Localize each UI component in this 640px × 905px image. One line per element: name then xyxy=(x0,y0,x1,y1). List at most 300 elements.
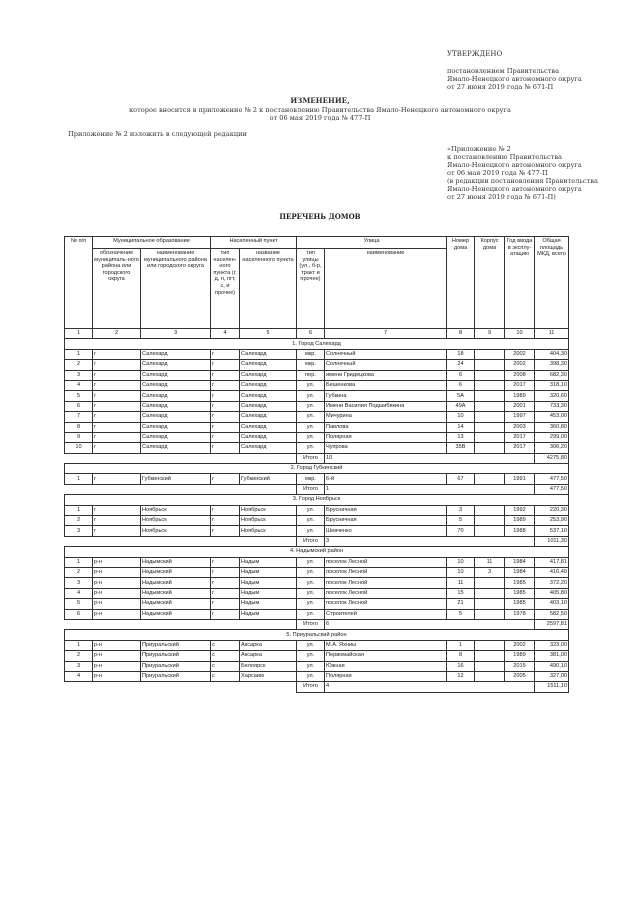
header-np-name: название населенного пункта xyxy=(240,249,297,329)
column-number: 8 xyxy=(447,329,475,339)
cell-area: 360,80 xyxy=(535,422,569,432)
section-title: 3. Город Ноябрьск xyxy=(65,495,569,505)
cell-mo-name: Салехард xyxy=(141,370,211,380)
appendix-line: (в редакции постановления Правительства xyxy=(447,177,598,185)
cell-mo-name: Салехард xyxy=(141,432,211,442)
cell-np-name: Ноябрьск xyxy=(240,526,297,536)
cell-mo-type: р-н xyxy=(93,661,141,671)
cell-st-name: поселок Лесной xyxy=(325,599,447,609)
cell-num: 9 xyxy=(65,432,93,442)
cell-area: 372,20 xyxy=(535,578,569,588)
cell-np-type: г xyxy=(211,443,240,453)
cell-area: 537,10 xyxy=(535,526,569,536)
section-title: 4. Надымский район xyxy=(65,547,569,557)
table-row xyxy=(65,588,569,598)
cell-house: 18 xyxy=(447,349,475,359)
cell-st-name: Полярная xyxy=(325,671,447,681)
cell-house: 5 xyxy=(447,609,475,619)
cell-st-type: ул. xyxy=(297,557,325,567)
cell-korpus xyxy=(475,432,505,442)
appendix-line: от 27 июня 2019 года № 671-П) xyxy=(447,193,556,201)
cell-mo-type: г xyxy=(93,370,141,380)
cell-house: 16 xyxy=(447,661,475,671)
cell-mo-type: г xyxy=(93,391,141,401)
cell-area: 253,90 xyxy=(535,516,569,526)
cell-st-type: ул. xyxy=(297,391,325,401)
header-street: Улица xyxy=(297,237,447,249)
header-mo: Муниципальное образование xyxy=(93,237,211,249)
cell-area: 404,30 xyxy=(535,349,569,359)
cell-st-type: пер. xyxy=(297,370,325,380)
cell-area: 320,60 xyxy=(535,391,569,401)
cell-mo-name: Салехард xyxy=(141,412,211,422)
header-num: № п/п xyxy=(65,237,93,329)
cell-korpus xyxy=(475,370,505,380)
cell-num: 5 xyxy=(65,391,93,401)
cell-st-name: Павлова xyxy=(325,422,447,432)
total-count: 3 xyxy=(325,536,535,546)
cell-np-type: г xyxy=(211,401,240,411)
cell-mo-name: Салехард xyxy=(141,391,211,401)
cell-year: 2017 xyxy=(505,380,535,390)
cell-st-name: Солнечный xyxy=(325,349,447,359)
cell-korpus xyxy=(475,588,505,598)
cell-area: 398,30 xyxy=(535,360,569,370)
cell-area: 582,50 xyxy=(535,609,569,619)
cell-st-type: ул. xyxy=(297,422,325,432)
cell-year: 1985 xyxy=(505,578,535,588)
cell-num: 8 xyxy=(65,422,93,432)
cell-korpus xyxy=(475,671,505,681)
header-mo-type: обозначение муниципаль-ного района или городского округа xyxy=(93,249,141,329)
cell-np-name: Надым xyxy=(240,599,297,609)
cell-house: 3 xyxy=(447,505,475,515)
cell-mo-name: Приуральский xyxy=(141,661,211,671)
cell-area: 403,10 xyxy=(535,599,569,609)
cell-mo-name: Салехард xyxy=(141,443,211,453)
cell-year: 1997 xyxy=(505,412,535,422)
total-count: 6 xyxy=(325,619,535,629)
cell-year: 2017 xyxy=(505,443,535,453)
cell-np-type: с xyxy=(211,640,240,650)
cell-year: 2015 xyxy=(505,661,535,671)
column-number: 1 xyxy=(65,329,93,339)
cell-np-type: г xyxy=(211,391,240,401)
changes-title: ИЗМЕНЕНИЕ, xyxy=(290,96,350,105)
table-row xyxy=(65,567,569,577)
cell-mo-name: Надымский xyxy=(141,588,211,598)
cell-num: 2 xyxy=(65,567,93,577)
header-np-type: тип населен-ного пункта (г, д, п, пгт, с, и прочее) xyxy=(211,249,240,329)
cell-st-type: ул. xyxy=(297,412,325,422)
cell-mo-type: г xyxy=(93,401,141,411)
total-row xyxy=(65,453,569,463)
cell-house: 5 xyxy=(447,516,475,526)
cell-year: 2002 xyxy=(505,640,535,650)
table-row xyxy=(65,349,569,359)
cell-num: 4 xyxy=(65,671,93,681)
cell-house: 49А xyxy=(447,401,475,411)
cell-st-name: Шевченко xyxy=(325,526,447,536)
table-row xyxy=(65,360,569,370)
appendix-line: от 06 мая 2019 года № 477-П xyxy=(447,169,548,177)
total-area: 477,50 xyxy=(535,484,569,494)
total-spacer xyxy=(65,484,297,494)
table-row xyxy=(65,661,569,671)
section-title: 1. Город Салехард xyxy=(65,339,569,349)
cell-korpus xyxy=(475,401,505,411)
cell-korpus xyxy=(475,599,505,609)
cell-year: 1989 xyxy=(505,391,535,401)
cell-year: 1978 xyxy=(505,609,535,619)
column-number: 6 xyxy=(297,329,325,339)
cell-mo-name: Салехард xyxy=(141,422,211,432)
cell-area: 405,80 xyxy=(535,588,569,598)
cell-np-name: Салехард xyxy=(240,443,297,453)
cell-np-name: Салехард xyxy=(240,412,297,422)
appendix-line: Ямало-Ненецкого автономного округа xyxy=(447,185,582,193)
cell-korpus xyxy=(475,474,505,484)
cell-np-name: Салехард xyxy=(240,349,297,359)
column-number: 9 xyxy=(475,329,505,339)
cell-st-type: ул. xyxy=(297,505,325,515)
cell-st-type: ул. xyxy=(297,661,325,671)
header-year: Год ввода в эксплу-атацию xyxy=(505,237,535,329)
cell-year: 2003 xyxy=(505,422,535,432)
cell-mo-name: Салехард xyxy=(141,360,211,370)
cell-st-type: ул. xyxy=(297,516,325,526)
table-row xyxy=(65,671,569,681)
total-spacer xyxy=(65,536,297,546)
cell-house: 1 xyxy=(447,640,475,650)
cell-korpus xyxy=(475,360,505,370)
cell-mo-name: Ноябрьск xyxy=(141,526,211,536)
cell-year: 1989 xyxy=(505,516,535,526)
table-row xyxy=(65,380,569,390)
cell-mo-type: г xyxy=(93,516,141,526)
cell-np-type: г xyxy=(211,526,240,536)
cell-np-name: Надым xyxy=(240,609,297,619)
cell-np-type: г xyxy=(211,588,240,598)
cell-num: 4 xyxy=(65,588,93,598)
cell-np-name: Салехард xyxy=(240,391,297,401)
total-row xyxy=(65,682,569,692)
cell-korpus xyxy=(475,516,505,526)
cell-np-type: г xyxy=(211,557,240,567)
cell-num: 10 xyxy=(65,443,93,453)
cell-st-name: поселок Лесной xyxy=(325,578,447,588)
cell-mo-type: г xyxy=(93,432,141,442)
table-row xyxy=(65,474,569,484)
approval-line: постановлением Правительства xyxy=(447,67,560,75)
column-number: 4 xyxy=(211,329,240,339)
cell-st-type: ул. xyxy=(297,401,325,411)
cell-mo-type: р-н xyxy=(93,578,141,588)
cell-st-name: Губкина xyxy=(325,391,447,401)
header-row xyxy=(65,237,569,249)
cell-korpus xyxy=(475,609,505,619)
column-number: 10 xyxy=(505,329,535,339)
total-row xyxy=(65,619,569,629)
cell-mo-name: Губкинский xyxy=(141,474,211,484)
cell-np-type: г xyxy=(211,567,240,577)
cell-st-name: Мичурина xyxy=(325,412,447,422)
cell-num: 6 xyxy=(65,401,93,411)
table-row xyxy=(65,443,569,453)
cell-area: 323,00 xyxy=(535,640,569,650)
section-title: 5. Приуральский район xyxy=(65,630,569,640)
cell-np-name: Салехард xyxy=(240,360,297,370)
cell-house: 6 xyxy=(447,380,475,390)
cell-year: 2001 xyxy=(505,401,535,411)
header-st-name: наименование xyxy=(325,249,447,329)
cell-year: 2017 xyxy=(505,432,535,442)
cell-area: 299,00 xyxy=(535,432,569,442)
cell-area: 306,20 xyxy=(535,443,569,453)
list-title: ПЕРЕЧЕНЬ ДОМОВ xyxy=(279,212,361,221)
cell-np-name: Надым xyxy=(240,578,297,588)
cell-num: 4 xyxy=(65,380,93,390)
cell-st-type: ул. xyxy=(297,432,325,442)
cell-np-type: г xyxy=(211,505,240,515)
cell-year: 1985 xyxy=(505,599,535,609)
cell-st-type: ул. xyxy=(297,588,325,598)
total-area: 2597,81 xyxy=(535,619,569,629)
cell-mo-type: г xyxy=(93,505,141,515)
table-row xyxy=(65,401,569,411)
cell-num: 2 xyxy=(65,360,93,370)
table-row xyxy=(65,432,569,442)
cell-np-type: с xyxy=(211,671,240,681)
total-area: 1511,10 xyxy=(535,682,569,692)
cell-np-type: г xyxy=(211,370,240,380)
cell-np-name: Ноябрьск xyxy=(240,505,297,515)
cell-year: 1991 xyxy=(505,474,535,484)
cell-year: 2002 xyxy=(505,349,535,359)
cell-np-name: Белоярск xyxy=(240,661,297,671)
cell-year: 1984 xyxy=(505,557,535,567)
cell-st-name: поселок Лесной xyxy=(325,567,447,577)
section-row xyxy=(65,495,569,505)
cell-np-type: г xyxy=(211,380,240,390)
cell-np-type: г xyxy=(211,360,240,370)
cell-num: 1 xyxy=(65,640,93,650)
cell-korpus xyxy=(475,505,505,515)
cell-st-type: мкр. xyxy=(297,474,325,484)
cell-np-name: Салехард xyxy=(240,401,297,411)
column-number: 7 xyxy=(325,329,447,339)
cell-st-name: Брусничная xyxy=(325,516,447,526)
cell-house: 6 xyxy=(447,370,475,380)
cell-np-name: Аксарка xyxy=(240,640,297,650)
cell-korpus xyxy=(475,380,505,390)
cell-st-name: Чупрова xyxy=(325,443,447,453)
cell-korpus xyxy=(475,640,505,650)
table-row xyxy=(65,505,569,515)
cell-num: 1 xyxy=(65,349,93,359)
total-area: 4275,80 xyxy=(535,453,569,463)
cell-mo-name: Приуральский xyxy=(141,671,211,681)
approval-block xyxy=(447,50,617,91)
approval-line: от 27 июня 2019 года № 671-П xyxy=(447,83,554,91)
cell-mo-name: Ноябрьск xyxy=(141,516,211,526)
cell-mo-type: р-н xyxy=(93,599,141,609)
changes-line: от 06 мая 2019 года № 477-П xyxy=(269,114,371,122)
cell-house: 10 xyxy=(447,412,475,422)
cell-area: 477,50 xyxy=(535,474,569,484)
appendix-line: к постановлению Правительства xyxy=(447,153,562,161)
cell-st-name: поселок Лесной xyxy=(325,557,447,567)
cell-korpus xyxy=(475,578,505,588)
header-area: Общая площадь МКД, всего xyxy=(535,237,569,329)
cell-np-name: Губкинский xyxy=(240,474,297,484)
cell-st-name: Полярная xyxy=(325,432,447,442)
cell-np-type: г xyxy=(211,412,240,422)
cell-area: 381,00 xyxy=(535,651,569,661)
cell-st-name: Строителей xyxy=(325,609,447,619)
cell-st-type: ул. xyxy=(297,443,325,453)
cell-year: 1989 xyxy=(505,651,535,661)
cell-mo-type: г xyxy=(93,474,141,484)
cell-house: 12 xyxy=(447,671,475,681)
table-row xyxy=(65,516,569,526)
cell-np-name: Ноябрьск xyxy=(240,516,297,526)
table-row xyxy=(65,557,569,567)
cell-house: 70 xyxy=(447,526,475,536)
cell-st-type: ул. xyxy=(297,599,325,609)
cell-mo-name: Салехард xyxy=(141,380,211,390)
table-row xyxy=(65,651,569,661)
cell-mo-type: г xyxy=(93,412,141,422)
cell-year: 2002 xyxy=(505,360,535,370)
cell-area: 733,30 xyxy=(535,401,569,411)
cell-np-type: г xyxy=(211,578,240,588)
cell-area: 490,10 xyxy=(535,661,569,671)
cell-np-type: г xyxy=(211,474,240,484)
total-count: 10 xyxy=(325,453,535,463)
cell-st-name: М.А. Яхниы xyxy=(325,640,447,650)
table-row xyxy=(65,412,569,422)
cell-mo-type: г xyxy=(93,526,141,536)
header-korpus: Корпус дома xyxy=(475,237,505,329)
cell-mo-type: г xyxy=(93,443,141,453)
cell-st-type: ул. xyxy=(297,640,325,650)
cell-mo-name: Ноябрьск xyxy=(141,505,211,515)
cell-area: 682,30 xyxy=(535,370,569,380)
cell-st-type: ул. xyxy=(297,567,325,577)
cell-np-type: г xyxy=(211,349,240,359)
cell-st-type: ул. xyxy=(297,671,325,681)
cell-mo-type: г xyxy=(93,360,141,370)
cell-house: 10 xyxy=(447,567,475,577)
cell-num: 3 xyxy=(65,370,93,380)
cell-np-name: Салехард xyxy=(240,432,297,442)
cell-num: 1 xyxy=(65,557,93,567)
table-body xyxy=(65,339,569,692)
cell-np-name: Салехард xyxy=(240,422,297,432)
cell-area: 417,81 xyxy=(535,557,569,567)
column-number: 5 xyxy=(240,329,297,339)
cell-mo-type: р-н xyxy=(93,609,141,619)
cell-num: 3 xyxy=(65,526,93,536)
cell-house: 13 xyxy=(447,432,475,442)
total-label: Итого xyxy=(297,536,325,546)
header-mo-name: наименование муниципального района или городского округа xyxy=(141,249,211,329)
total-spacer xyxy=(65,453,297,463)
cell-np-name: Надым xyxy=(240,557,297,567)
cell-st-type: ул. xyxy=(297,578,325,588)
table-row xyxy=(65,599,569,609)
cell-year: 1985 xyxy=(505,588,535,598)
cell-mo-type: г xyxy=(93,349,141,359)
cell-korpus xyxy=(475,651,505,661)
table-row xyxy=(65,526,569,536)
cell-korpus xyxy=(475,412,505,422)
cell-st-name: Имени Василия Подшибякина xyxy=(325,401,447,411)
header-np: Населенный пункт xyxy=(211,237,297,249)
changes-block xyxy=(80,97,560,122)
cell-np-name: Надым xyxy=(240,588,297,598)
cell-mo-type: р-н xyxy=(93,671,141,681)
table-row xyxy=(65,422,569,432)
cell-st-name: Солнечный xyxy=(325,360,447,370)
cell-np-type: г xyxy=(211,432,240,442)
cell-mo-name: Надымский xyxy=(141,609,211,619)
cell-np-type: г xyxy=(211,422,240,432)
appendix-line: «Приложение № 2 xyxy=(447,145,511,153)
cell-korpus xyxy=(475,422,505,432)
cell-mo-type: р-н xyxy=(93,588,141,598)
cell-mo-name: Салехард xyxy=(141,401,211,411)
cell-num: 1 xyxy=(65,505,93,515)
intro-text: Приложение № 2 изложить в следующей редакции xyxy=(68,130,247,138)
approval-line: Ямало-Ненецкого автономного округа xyxy=(447,75,582,83)
cell-num: 1 xyxy=(65,474,93,484)
total-area: 1011,30 xyxy=(535,536,569,546)
cell-korpus xyxy=(475,661,505,671)
cell-st-type: мкр. xyxy=(297,360,325,370)
cell-korpus xyxy=(475,391,505,401)
cell-np-type: с xyxy=(211,661,240,671)
cell-st-type: ул. xyxy=(297,380,325,390)
column-number: 3 xyxy=(141,329,211,339)
column-number-row xyxy=(65,329,569,339)
cell-area: 453,00 xyxy=(535,412,569,422)
cell-house: 8 xyxy=(447,651,475,661)
cell-np-type: г xyxy=(211,609,240,619)
changes-line: которое вносится в приложение № 2 к постановлению Правительства Ямало-Ненецкого автономного округа xyxy=(129,106,511,114)
table-row xyxy=(65,391,569,401)
cell-st-name: 6-й xyxy=(325,474,447,484)
cell-house: 5А xyxy=(447,391,475,401)
appendix-block xyxy=(447,145,627,201)
total-spacer xyxy=(65,619,297,629)
cell-area: 416,40 xyxy=(535,567,569,577)
total-label: Итого xyxy=(297,484,325,494)
total-label: Итого xyxy=(297,619,325,629)
header-st-type: тип улицы (ул., б-р, тракт и прочее) xyxy=(297,249,325,329)
column-number: 2 xyxy=(93,329,141,339)
cell-mo-name: Надымский xyxy=(141,557,211,567)
cell-mo-type: р-н xyxy=(93,557,141,567)
section-row xyxy=(65,547,569,557)
total-row xyxy=(65,484,569,494)
cell-year: 1988 xyxy=(505,526,535,536)
cell-house: 21 xyxy=(447,599,475,609)
cell-house: 14 xyxy=(447,422,475,432)
cell-house: 35В xyxy=(447,443,475,453)
cell-st-type: ул. xyxy=(297,609,325,619)
